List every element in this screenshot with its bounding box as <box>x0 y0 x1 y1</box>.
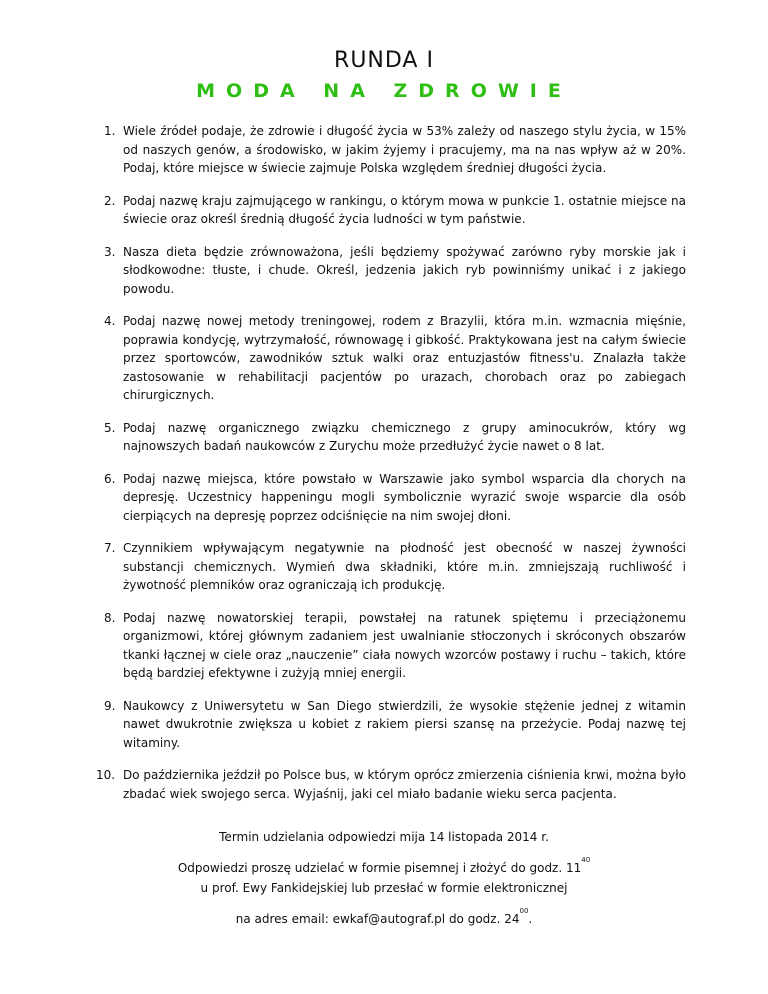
page-title: RUNDA I <box>334 48 434 73</box>
question-text: Podaj nazwę nowej metody treningowej, rodem z Brazylii, która m.in. wzmacnia mięśnie, poprawia kondycję, wytrzymałość, równowagę i gibkość. Praktykowana jest na całym świecie przez sportowców, zawodników sztuk walki oraz entuzjastów fitness'u. Znalazła także zastosowanie w rehabilitacji pacjentów po urazach, chorobach oraz po zabiegach chirurgicznych. <box>123 314 686 402</box>
question-text: Podaj nazwę nowatorskiej terapii, powstałej na ratunek spiętemu i przeciążonemu organizmowi, której głównym zadaniem jest uwalnianie stłoczonych i skróconych obszarów tkanki łącznej w ciele oraz „nauczenie” ciała nowych wzorców postawy i ruchu – takich, które będą bardziej efektywne i zużyją mniej energii. <box>123 610 686 680</box>
question-text: Czynnikiem wpływającym negatywnie na płodność jest obecność w naszej żywności substancji chemicznych. Wymień dwa składniki, które m.in. zmniejszają ruchliwość i żywotność plemników oraz ograniczają ich produkcję. <box>123 541 686 592</box>
question-text: Podaj nazwę organicznego związku chemicznego z grupy aminocukrów, który wg najnowszych badań naukowców z Zurychu może przedłużyć życie nawet o 8 lat. <box>123 420 686 453</box>
time-superscript: 00 <box>519 906 529 915</box>
question-number: 9. <box>104 698 116 713</box>
page-subtitle: MODA NA ZDROWIE <box>196 80 572 102</box>
question-item <box>104 122 686 178</box>
question-item <box>104 697 686 753</box>
footer-notice <box>0 828 768 930</box>
question-item <box>104 470 686 526</box>
question-item <box>104 192 686 229</box>
question-item <box>96 766 686 803</box>
time-superscript: 40 <box>581 855 591 864</box>
question-text: Wiele źródeł podaje, że zdrowie i długość życia w 53% zależy od naszego stylu życia, w 15% od naszych genów, a środowisko, w jakim żyjemy i pracujemy, ma na nas wpływ aż w 20%. Podaj, które miejsce w świecie zajmuje Polska względem średniej długości życia. <box>123 124 686 175</box>
question-item <box>104 312 686 405</box>
question-item <box>104 609 686 683</box>
email-address[interactable]: ewkaf@autograf.pl <box>332 911 446 926</box>
question-number: 1. <box>104 124 116 138</box>
submission-instructions: Odpowiedzi proszę udzielać w formie pisemnej i złożyć do godz. $11^{40}$ <box>177 855 591 875</box>
question-number: 10. <box>96 768 116 782</box>
deadline-text: Termin udzielania odpowiedzi mija 14 listopada 2014 r. <box>219 830 549 844</box>
question-item <box>104 419 686 456</box>
question-number: 2. <box>104 193 116 208</box>
question-text: Do października jeździł po Polsce bus, w którym oprócz zmierzenia ciśnienia krwi, można było zbadać wiek swojego serca. Wyjaśnij, jaki cel miało badanie wieku serca pacjenta. <box>123 768 686 801</box>
question-item <box>104 243 686 299</box>
email-line: na adres email: ewkaf@autograf.pl do godz. $24^{00}$. <box>235 906 533 926</box>
question-number: 8. <box>104 610 116 625</box>
question-text: Naukowcy z Uniwersytetu w San Diego stwierdzili, że wysokie stężenie jednej z witamin nawet dwukrotnie zwiększa u kobiet z rakiem piersi szansę na przeżycie. Podaj nazwę tej witaminy. <box>123 698 686 750</box>
question-number: 7. <box>104 541 116 555</box>
question-item <box>104 539 686 595</box>
question-list <box>96 122 686 817</box>
question-text: Podaj nazwę miejsca, które powstało w Warszawie jako symbol wsparcia dla chorych na depresję. Uczestnicy happeningu mogli symbolicznie wyrazić swoje wsparcie dla osób cierpiących na depresję poprzez odciśnięcie na nim swojej dłoni. <box>123 471 686 523</box>
question-number: 6. <box>104 471 116 486</box>
submission-alternative: u prof. Ewy Fankidejskiej lub przesłać w formie elektronicznej <box>200 881 568 895</box>
question-text: Nasza dieta będzie zrównoważona, jeśli będziemy spożywać zarówno ryby morskie jak i słodkowodne: tłuste, i chude. Określ, jedzenia jakich ryb powinniśmy unikać i z jakiego powodu. <box>123 244 686 296</box>
question-text: Podaj nazwę kraju zajmującego w rankingu, o którym mowa w punkcie 1. ostatnie miejsce na świecie oraz określ średnią długość życia ludności w tym państwie. <box>123 193 686 226</box>
question-number: 4. <box>104 314 116 328</box>
question-number: 3. <box>104 244 116 259</box>
question-number: 5. <box>104 420 116 435</box>
